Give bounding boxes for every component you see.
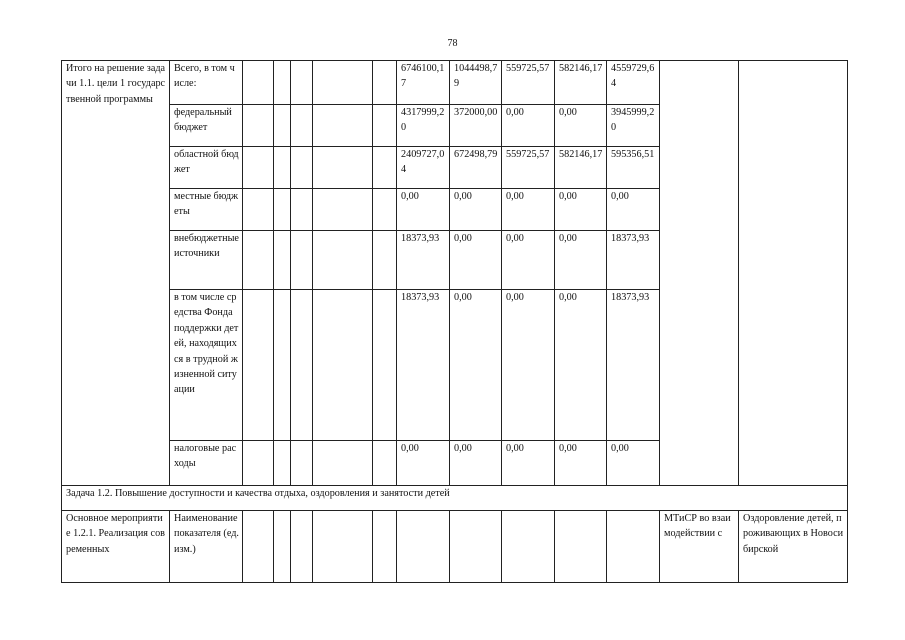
executor-cell: МТиСР во взаимодействии с — [660, 511, 739, 583]
value-cell: 0,00 — [450, 189, 502, 231]
value-cell: 0,00 — [555, 441, 607, 486]
value-cell: 372000,00 — [450, 105, 502, 147]
empty-cell — [274, 441, 291, 486]
source-cell: федеральный бюджет — [170, 105, 243, 147]
value-cell: 0,00 — [502, 231, 555, 290]
source-cell: областной бюджет — [170, 147, 243, 189]
empty-cell — [373, 511, 397, 583]
value-cell: 0,00 — [555, 290, 607, 441]
empty-cell — [291, 441, 313, 486]
empty-cell — [291, 290, 313, 441]
empty-cell — [313, 441, 373, 486]
value-cell: 0,00 — [450, 441, 502, 486]
empty-cell — [660, 61, 739, 486]
empty-cell — [243, 147, 274, 189]
value-cell: 0,00 — [555, 231, 607, 290]
value-cell: 4317999,20 — [397, 105, 450, 147]
value-cell: 18373,93 — [397, 290, 450, 441]
empty-cell — [373, 61, 397, 105]
task-heading: Задача 1.2. Повышение доступности и качества отдыха, оздоровления и занятости детей — [62, 486, 848, 511]
empty-cell — [373, 290, 397, 441]
indicator-cell: Наименование показателя (ед. изм.) — [170, 511, 243, 583]
source-cell: местные бюджеты — [170, 189, 243, 231]
empty-cell — [291, 147, 313, 189]
empty-cell — [274, 231, 291, 290]
empty-cell — [274, 147, 291, 189]
value-cell: 18373,93 — [397, 231, 450, 290]
empty-cell — [243, 61, 274, 105]
empty-cell — [243, 231, 274, 290]
empty-cell — [291, 105, 313, 147]
budget-table — [61, 60, 848, 583]
value-cell: 582146,17 — [555, 147, 607, 189]
empty-cell — [555, 511, 607, 583]
source-cell: Всего, в том числе: — [170, 61, 243, 105]
value-cell: 18373,93 — [607, 231, 660, 290]
value-cell: 0,00 — [607, 189, 660, 231]
value-cell: 0,00 — [397, 441, 450, 486]
empty-cell — [291, 511, 313, 583]
table-row — [62, 486, 848, 511]
value-cell: 582146,17 — [555, 61, 607, 105]
empty-cell — [243, 511, 274, 583]
empty-cell — [313, 290, 373, 441]
empty-cell — [274, 61, 291, 105]
value-cell: 559725,57 — [502, 147, 555, 189]
value-cell: 0,00 — [555, 189, 607, 231]
empty-cell — [313, 147, 373, 189]
source-cell: внебюджетные источники — [170, 231, 243, 290]
event-name-cell: Основное мероприятие 1.2.1. Реализация современных — [62, 511, 170, 583]
total-row-label: Итого на решение задачи 1.1. цели 1 государственной программы — [62, 61, 170, 486]
empty-cell — [291, 231, 313, 290]
empty-cell — [291, 189, 313, 231]
value-cell: 672498,79 — [450, 147, 502, 189]
page-number: 78 — [447, 38, 458, 49]
table-row — [62, 511, 848, 583]
value-cell: 3945999,20 — [607, 105, 660, 147]
value-cell: 4559729,64 — [607, 61, 660, 105]
value-cell: 1044498,79 — [450, 61, 502, 105]
value-cell: 0,00 — [397, 189, 450, 231]
value-cell: 0,00 — [502, 105, 555, 147]
value-cell: 18373,93 — [607, 290, 660, 441]
empty-cell — [373, 105, 397, 147]
value-cell: 0,00 — [502, 189, 555, 231]
value-cell: 0,00 — [502, 290, 555, 441]
empty-cell — [274, 511, 291, 583]
empty-cell — [291, 61, 313, 105]
empty-cell — [274, 290, 291, 441]
value-cell: 2409727,04 — [397, 147, 450, 189]
value-cell: 0,00 — [502, 441, 555, 486]
value-cell: 6746100,17 — [397, 61, 450, 105]
empty-cell — [373, 189, 397, 231]
empty-cell — [313, 61, 373, 105]
result-cell: Оздоровление детей, проживающих в Новосибирской — [739, 511, 848, 583]
empty-cell — [373, 147, 397, 189]
empty-cell — [313, 189, 373, 231]
empty-cell — [243, 189, 274, 231]
empty-cell — [397, 511, 450, 583]
empty-cell — [607, 511, 660, 583]
empty-cell — [243, 105, 274, 147]
value-cell: 559725,57 — [502, 61, 555, 105]
empty-cell — [274, 189, 291, 231]
value-cell: 0,00 — [450, 290, 502, 441]
empty-cell — [313, 511, 373, 583]
empty-cell — [450, 511, 502, 583]
empty-cell — [243, 290, 274, 441]
source-cell: налоговые расходы — [170, 441, 243, 486]
empty-cell — [243, 441, 274, 486]
empty-cell — [313, 105, 373, 147]
empty-cell — [274, 105, 291, 147]
value-cell: 0,00 — [555, 105, 607, 147]
value-cell: 595356,51 — [607, 147, 660, 189]
empty-cell — [373, 231, 397, 290]
value-cell: 0,00 — [450, 231, 502, 290]
value-cell: 0,00 — [607, 441, 660, 486]
empty-cell — [502, 511, 555, 583]
table-row — [62, 61, 848, 105]
empty-cell — [739, 61, 848, 486]
empty-cell — [313, 231, 373, 290]
source-cell: в том числе средства Фонда поддержки детей, находящихся в трудной жизненной ситуации — [170, 290, 243, 441]
empty-cell — [373, 441, 397, 486]
